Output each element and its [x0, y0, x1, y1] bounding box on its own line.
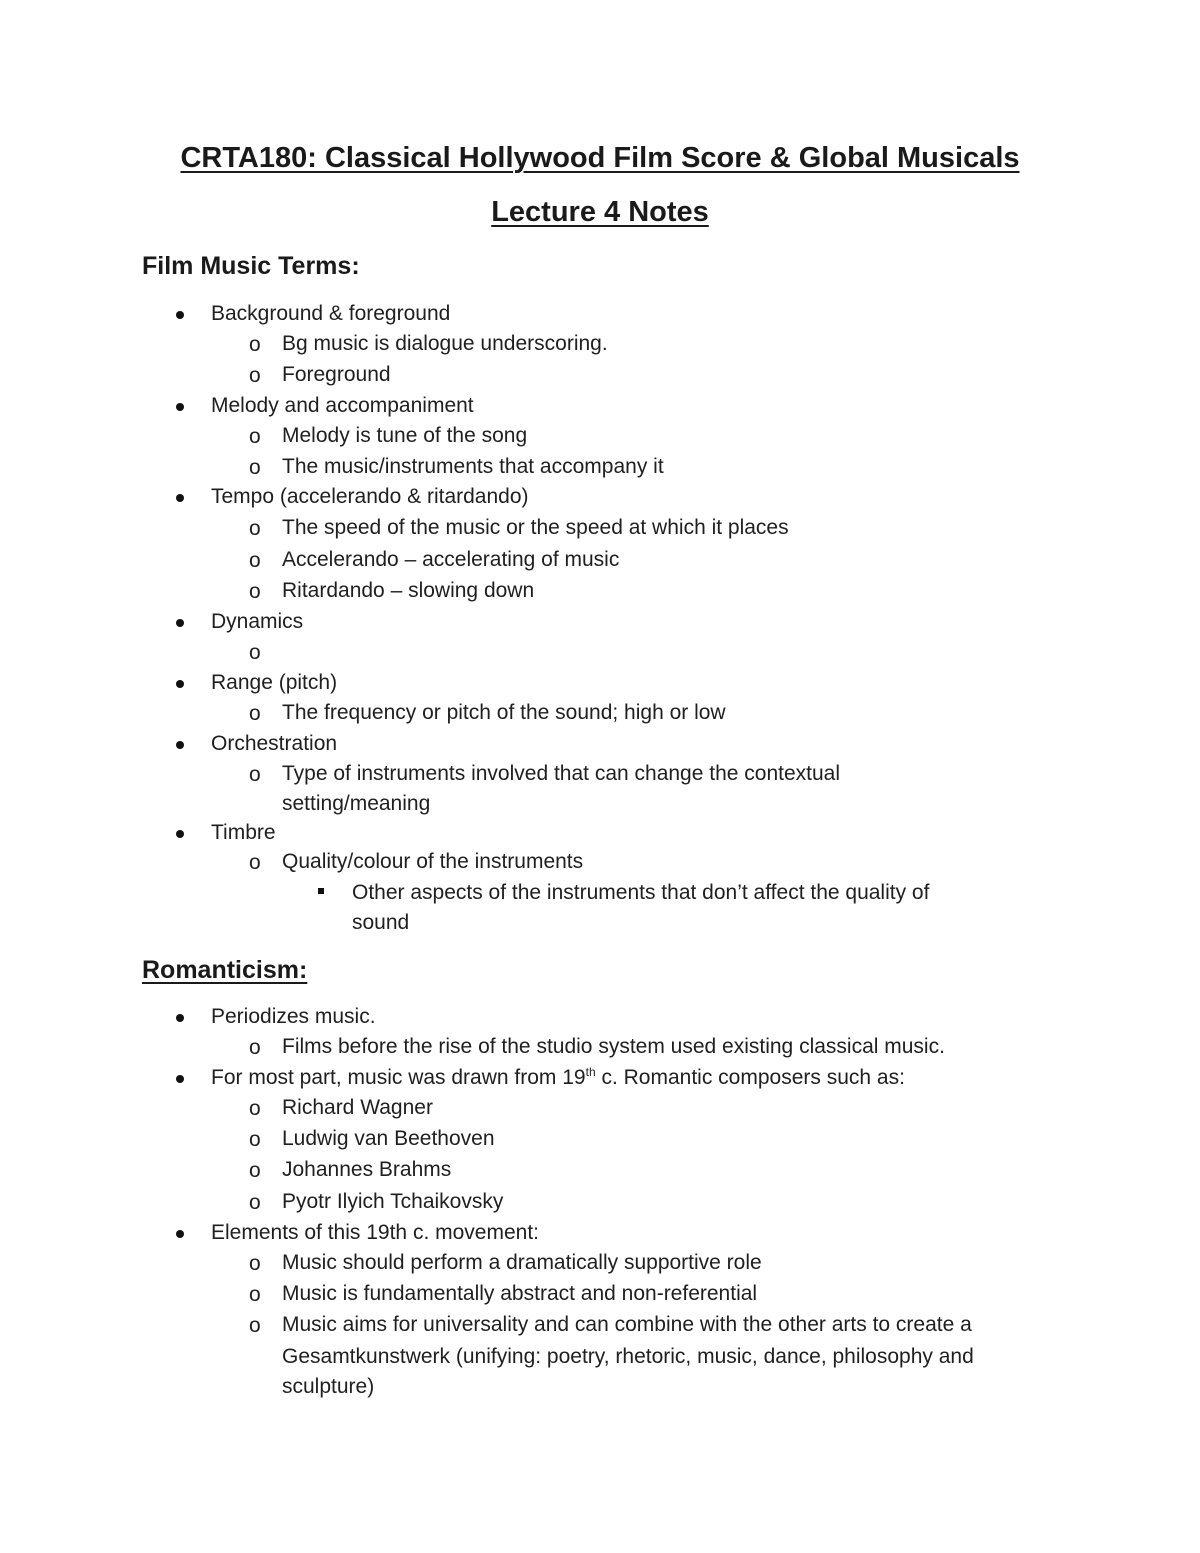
list-item: For most part, music was drawn from 19th c. Romantic composers such as:: [211, 1065, 905, 1089]
list-item: Background & foreground: [211, 302, 451, 325]
sub-list-item: Music should perform a dramatically supportive role: [282, 1251, 762, 1274]
list-item: Orchestration: [211, 732, 338, 755]
sub-bullet-icon: o: [249, 1314, 261, 1337]
sub-bullet-icon: o: [249, 641, 261, 664]
sub-bullet-icon: o: [249, 763, 261, 786]
sub-list-item: Ludwig van Beethoven: [282, 1127, 495, 1150]
list-item: Dynamics: [211, 610, 304, 633]
sub-bullet-icon: o: [249, 1191, 261, 1214]
sub-list-item-continuation: Gesamtkunstwerk (unifying: poetry, rhetoric, music, dance, philosophy and: [282, 1345, 974, 1368]
list-item: Tempo (accelerando & ritardando): [211, 485, 529, 508]
sub-list-item: Music is fundamentally abstract and non-referential: [282, 1282, 758, 1305]
sub-bullet-icon: o: [249, 1159, 261, 1182]
sub-list-item: Melody is tune of the song: [282, 424, 528, 447]
sub-bullet-icon: o: [249, 425, 261, 448]
sub-list-item: Bg music is dialogue underscoring.: [282, 332, 608, 355]
section-heading-romanticism: Romanticism:: [142, 956, 308, 984]
sub-bullet-icon: o: [249, 702, 261, 725]
bullet-icon: [176, 494, 184, 502]
sub-list-item: Pyotr Ilyich Tchaikovsky: [282, 1190, 504, 1213]
sub-bullet-icon: o: [249, 1036, 261, 1059]
sub-bullet-icon: o: [249, 549, 261, 572]
list-item: Range (pitch): [211, 671, 338, 694]
sub-list-item: Quality/colour of the instruments: [282, 850, 584, 873]
sub-list-item: Type of instruments involved that can change the contextual: [282, 762, 841, 785]
sub-list-item: Johannes Brahms: [282, 1158, 452, 1181]
bullet-icon: [176, 311, 184, 319]
bullet-icon: [176, 403, 184, 411]
sub-bullet-icon: o: [249, 1128, 261, 1151]
square-bullet-icon: [318, 888, 324, 894]
sub-list-item: Films before the rise of the studio system used existing classical music.: [282, 1035, 945, 1058]
sub-bullet-icon: o: [249, 456, 261, 479]
sub-list-item: Music aims for universality and can combine with the other arts to create a: [282, 1313, 972, 1336]
sub-bullet-icon: o: [249, 333, 261, 356]
bullet-icon: [176, 830, 184, 838]
sub-sub-list-item: Other aspects of the instruments that don’t affect the quality of: [352, 881, 930, 904]
sub-bullet-icon: o: [249, 851, 261, 874]
bullet-icon: [176, 680, 184, 688]
section-heading-film-music-terms: Film Music Terms:: [142, 252, 360, 280]
sub-list-item: The music/instruments that accompany it: [282, 455, 664, 478]
sub-bullet-icon: o: [249, 364, 261, 387]
bullet-icon: [176, 1230, 184, 1238]
sub-list-item: Accelerando – accelerating of music: [282, 548, 620, 571]
document-subtitle: Lecture 4 Notes: [491, 196, 709, 228]
sub-bullet-icon: o: [249, 517, 261, 540]
sub-list-item: Foreground: [282, 363, 391, 386]
sub-list-item: The frequency or pitch of the sound; high or low: [282, 701, 726, 724]
sub-sub-list-item-continuation: sound: [352, 911, 410, 934]
sub-list-item: Ritardando – slowing down: [282, 579, 535, 602]
bullet-icon: [176, 1014, 184, 1022]
list-item: Timbre: [211, 821, 276, 844]
sub-bullet-icon: o: [249, 1252, 261, 1275]
sub-bullet-icon: o: [249, 1097, 261, 1120]
bullet-icon: [176, 619, 184, 627]
sub-list-item: Richard Wagner: [282, 1096, 433, 1119]
document-title: CRTA180: Classical Hollywood Film Score & Global Musicals: [180, 142, 1020, 174]
list-item: Melody and accompaniment: [211, 394, 474, 417]
bullet-icon: [176, 741, 184, 749]
list-item: Periodizes music.: [211, 1005, 376, 1028]
sub-list-item: The speed of the music or the speed at which it places: [282, 516, 789, 539]
bullet-icon: [176, 1075, 184, 1083]
list-item: Elements of this 19th c. movement:: [211, 1221, 539, 1244]
sub-list-item-continuation: setting/meaning: [282, 792, 431, 815]
sub-list-item-continuation: sculpture): [282, 1375, 375, 1398]
sub-bullet-icon: o: [249, 580, 261, 603]
sub-bullet-icon: o: [249, 1283, 261, 1306]
